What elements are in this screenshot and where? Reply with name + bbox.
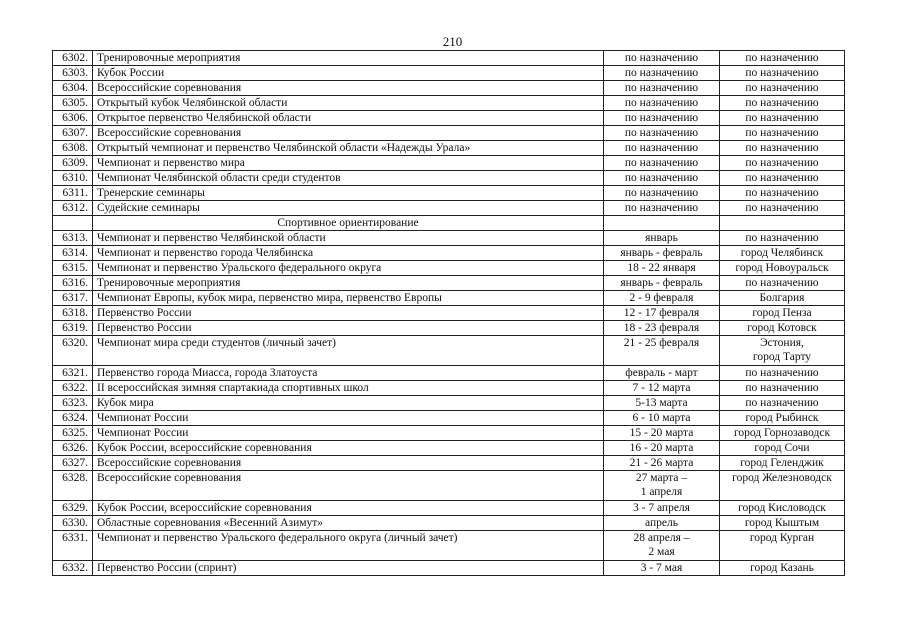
event-place: город Геленджик: [720, 456, 845, 471]
event-date: февраль - март: [604, 366, 720, 381]
event-place: по назначению: [720, 231, 845, 246]
event-date: по назначению: [604, 96, 720, 111]
event-date: 6 - 10 марта: [604, 411, 720, 426]
event-name: Чемпионат и первенство мира: [93, 156, 604, 171]
event-place: по назначению: [720, 156, 845, 171]
event-place: город Сочи: [720, 441, 845, 456]
schedule-table: [52, 50, 845, 576]
row-number: 6326.: [53, 441, 93, 456]
event-place: по назначению: [720, 201, 845, 216]
row-number: 6330.: [53, 516, 93, 531]
event-place: по назначению: [720, 171, 845, 186]
row-number: 6316.: [53, 276, 93, 291]
table-row: [53, 246, 845, 261]
event-name: Чемпионат Челябинской области среди студентов: [93, 171, 604, 186]
event-name: Открытый кубок Челябинской области: [93, 96, 604, 111]
table-row: [53, 396, 845, 411]
table-row: [53, 561, 845, 576]
table-row: [53, 456, 845, 471]
row-number: 6323.: [53, 396, 93, 411]
table-row: [53, 276, 845, 291]
event-date: 3 - 7 мая: [604, 561, 720, 576]
event-name: Кубок России: [93, 66, 604, 81]
row-number: 6308.: [53, 141, 93, 156]
section-row: [53, 216, 845, 231]
event-place: по назначению: [720, 366, 845, 381]
row-number: 6315.: [53, 261, 93, 276]
event-place: по назначению: [720, 111, 845, 126]
event-date: по назначению: [604, 201, 720, 216]
row-number: 6331.: [53, 531, 93, 561]
event-place: по назначению: [720, 141, 845, 156]
table-row: [53, 516, 845, 531]
event-date: 18 - 22 января: [604, 261, 720, 276]
event-name: Чемпионат России: [93, 426, 604, 441]
page-number: 210: [442, 34, 463, 49]
event-name: Первенство России: [93, 321, 604, 336]
table-row: [53, 81, 845, 96]
row-number: 6324.: [53, 411, 93, 426]
event-date: [604, 471, 720, 501]
table-row: [53, 201, 845, 216]
table-row: [53, 381, 845, 396]
row-number: 6303.: [53, 66, 93, 81]
event-date-line: 1 апреля: [640, 486, 683, 498]
event-place: город Котовск: [720, 321, 845, 336]
event-date: 15 - 20 марта: [604, 426, 720, 441]
event-name: Тренировочные мероприятия: [93, 276, 604, 291]
table-row: [53, 141, 845, 156]
event-place-empty: [720, 216, 845, 231]
row-number: 6319.: [53, 321, 93, 336]
table-row: [53, 156, 845, 171]
event-date-empty: [604, 216, 720, 231]
event-date: по назначению: [604, 81, 720, 96]
event-name: Всероссийские соревнования: [93, 456, 604, 471]
event-date: 7 - 12 марта: [604, 381, 720, 396]
row-number: 6309.: [53, 156, 93, 171]
event-name: Чемпионат и первенство Челябинской области: [93, 231, 604, 246]
event-name: Кубок России, всероссийские соревнования: [93, 441, 604, 456]
section-title: Спортивное ориентирование: [93, 216, 604, 231]
event-date: по назначению: [604, 111, 720, 126]
row-number: 6328.: [53, 471, 93, 501]
event-name: Тренировочные мероприятия: [93, 51, 604, 66]
row-number: 6310.: [53, 171, 93, 186]
event-date: апрель: [604, 516, 720, 531]
event-date: январь - февраль: [604, 276, 720, 291]
table-row: [53, 96, 845, 111]
event-place: по назначению: [720, 396, 845, 411]
event-date: 2 - 9 февраля: [604, 291, 720, 306]
table-row: [53, 171, 845, 186]
row-number: 6327.: [53, 456, 93, 471]
table-row: [53, 411, 845, 426]
event-place: по назначению: [720, 276, 845, 291]
event-name: Первенство России: [93, 306, 604, 321]
event-place: город Кисловодск: [720, 501, 845, 516]
event-place: город Казань: [720, 561, 845, 576]
event-name: Судейские семинары: [93, 201, 604, 216]
event-date: по назначению: [604, 51, 720, 66]
row-number: 6306.: [53, 111, 93, 126]
table-row: [53, 366, 845, 381]
event-name: Первенство России (спринт): [93, 561, 604, 576]
event-name: Областные соревнования «Весенний Азимут»: [93, 516, 604, 531]
event-date: 12 - 17 февраля: [604, 306, 720, 321]
event-date: 21 - 25 февраля: [604, 336, 720, 366]
table-row: [53, 231, 845, 246]
table-row: [53, 321, 845, 336]
event-place: по назначению: [720, 126, 845, 141]
event-date-line: 28 апреля –: [633, 532, 690, 544]
event-place: город Пенза: [720, 306, 845, 321]
row-number: 6312.: [53, 201, 93, 216]
row-number: 6304.: [53, 81, 93, 96]
table-row: [53, 261, 845, 276]
event-name: Чемпионат и первенство Уральского федерального округа: [93, 261, 604, 276]
table-row: [53, 501, 845, 516]
row-number: 6321.: [53, 366, 93, 381]
event-date: 21 - 26 марта: [604, 456, 720, 471]
event-name: Чемпионат России: [93, 411, 604, 426]
event-place: город Рыбинск: [720, 411, 845, 426]
event-place: по назначению: [720, 81, 845, 96]
event-date: по назначению: [604, 126, 720, 141]
table-row: [53, 186, 845, 201]
event-place-line: город Тарту: [752, 351, 812, 363]
table-row: [53, 291, 845, 306]
event-date: по назначению: [604, 171, 720, 186]
row-number: 6332.: [53, 561, 93, 576]
event-date: 16 - 20 марта: [604, 441, 720, 456]
event-place: по назначению: [720, 51, 845, 66]
table-row: [53, 306, 845, 321]
row-number: 6318.: [53, 306, 93, 321]
event-place: город Новоуральск: [720, 261, 845, 276]
row-number-empty: [53, 216, 93, 231]
event-place: город Горнозаводск: [720, 426, 845, 441]
event-place: по назначению: [720, 96, 845, 111]
event-date: [604, 531, 720, 561]
event-name: Всероссийские соревнования: [93, 81, 604, 96]
event-place: город Курган: [720, 531, 845, 561]
table-row: [53, 51, 845, 66]
event-place-line: Эстония,: [760, 337, 804, 349]
event-date: по назначению: [604, 186, 720, 201]
row-number: 6320.: [53, 336, 93, 366]
event-name: Первенство города Миасса, города Златоуста: [93, 366, 604, 381]
event-date: по назначению: [604, 156, 720, 171]
row-number: 6325.: [53, 426, 93, 441]
event-name: Открытый чемпионат и первенство Челябинской области «Надежды Урала»: [93, 141, 604, 156]
table-row: [53, 471, 845, 501]
event-date: по назначению: [604, 141, 720, 156]
event-place: по назначению: [720, 381, 845, 396]
event-place: по назначению: [720, 66, 845, 81]
event-name: Чемпионат и первенство города Челябинска: [93, 246, 604, 261]
event-name: Всероссийские соревнования: [93, 471, 604, 501]
event-name: Чемпионат Европы, кубок мира, первенство мира, первенство Европы: [93, 291, 604, 306]
table-row: [53, 126, 845, 141]
event-name: Чемпионат и первенство Уральского федерального округа (личный зачет): [93, 531, 604, 561]
event-name: Открытое первенство Челябинской области: [93, 111, 604, 126]
event-name: Кубок мира: [93, 396, 604, 411]
table-row: [53, 336, 845, 366]
event-date: по назначению: [604, 66, 720, 81]
table-row: [53, 426, 845, 441]
event-date: 3 - 7 апреля: [604, 501, 720, 516]
row-number: 6302.: [53, 51, 93, 66]
row-number: 6313.: [53, 231, 93, 246]
row-number: 6305.: [53, 96, 93, 111]
event-place: по назначению: [720, 186, 845, 201]
row-number: 6307.: [53, 126, 93, 141]
row-number: 6322.: [53, 381, 93, 396]
event-place: [720, 336, 845, 366]
event-place: город Челябинск: [720, 246, 845, 261]
event-date-line: 27 марта –: [635, 472, 688, 484]
event-place: Болгария: [720, 291, 845, 306]
table-row: [53, 111, 845, 126]
row-number: 6329.: [53, 501, 93, 516]
event-date: 18 - 23 февраля: [604, 321, 720, 336]
row-number: 6311.: [53, 186, 93, 201]
event-name: Кубок России, всероссийские соревнования: [93, 501, 604, 516]
table-body: [53, 51, 845, 576]
row-number: 6317.: [53, 291, 93, 306]
event-date: 5-13 марта: [604, 396, 720, 411]
table-row: [53, 66, 845, 81]
table-row: [53, 441, 845, 456]
event-date: январь - февраль: [604, 246, 720, 261]
row-number: 6314.: [53, 246, 93, 261]
event-date-line: 2 мая: [648, 546, 675, 558]
event-name: Чемпионат мира среди студентов (личный зачет): [93, 336, 604, 366]
event-place: город Железноводск: [720, 471, 845, 501]
event-date: январь: [604, 231, 720, 246]
event-name: Всероссийские соревнования: [93, 126, 604, 141]
event-name: II всероссийская зимняя спартакиада спортивных школ: [93, 381, 604, 396]
event-name: Тренерские семинары: [93, 186, 604, 201]
event-place: город Кыштым: [720, 516, 845, 531]
table-row: [53, 531, 845, 561]
